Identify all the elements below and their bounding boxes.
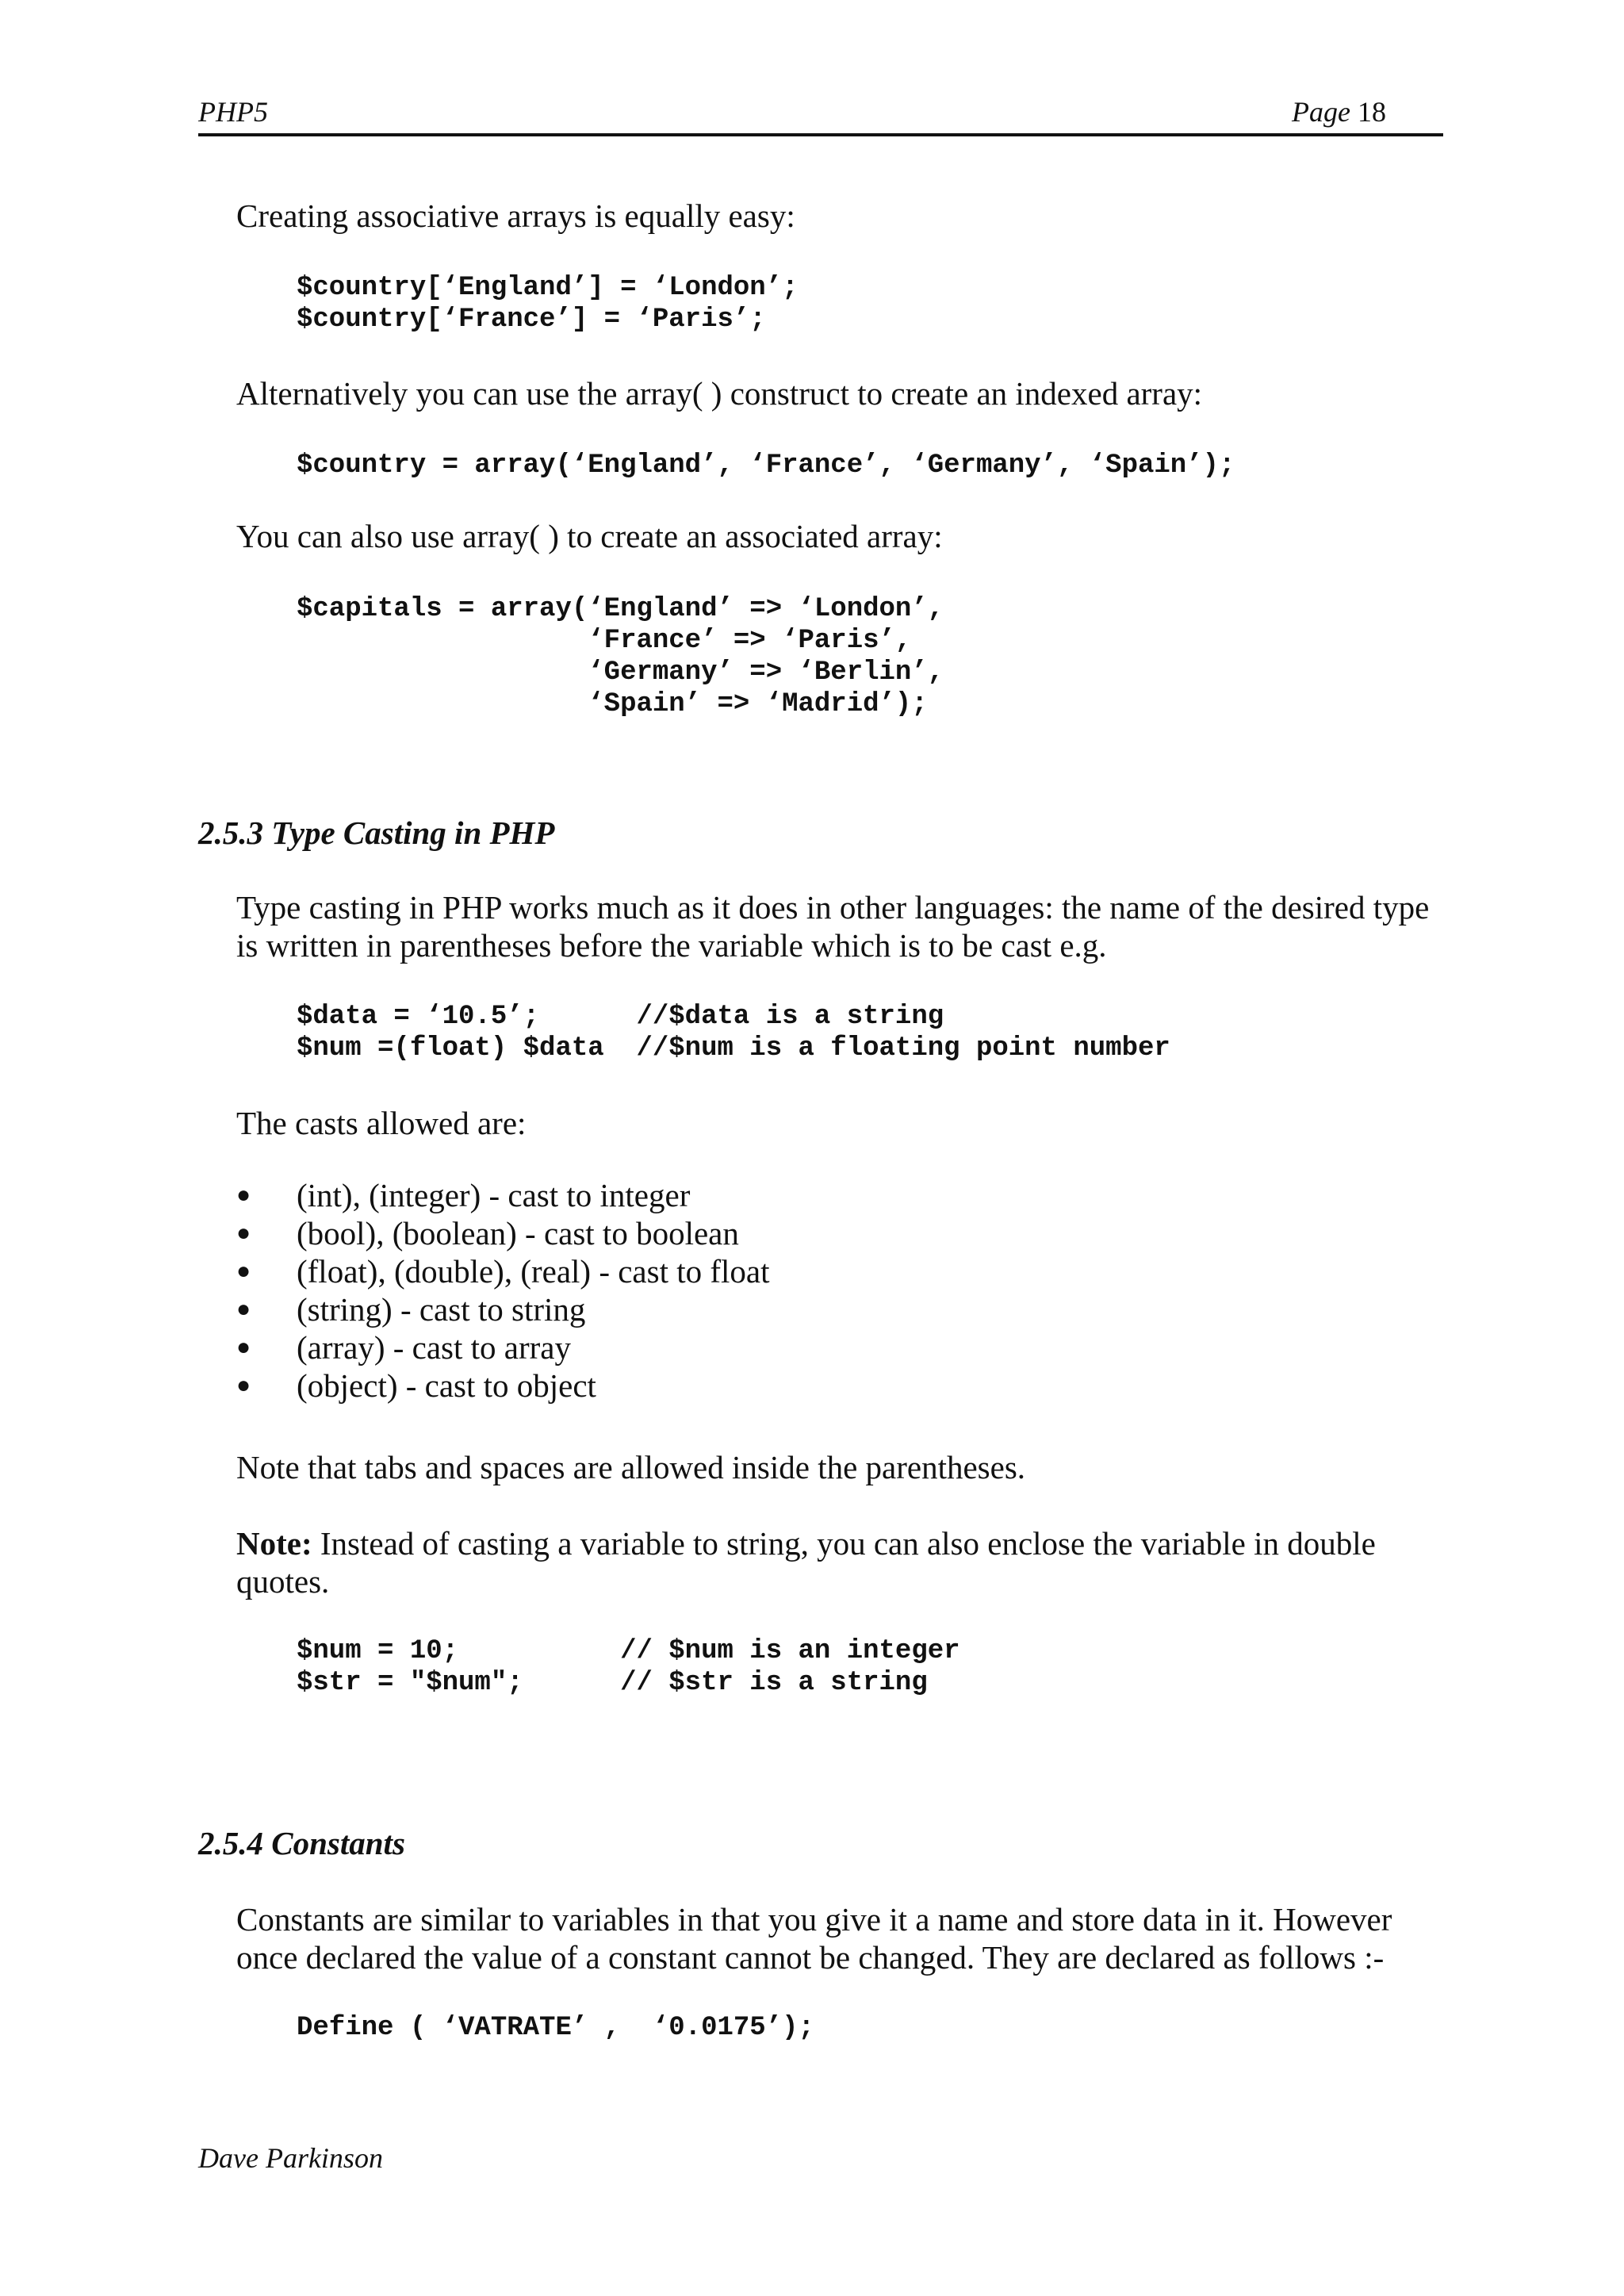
page-footer: Dave Parkinson — [198, 2142, 383, 2174]
bullet-icon: ● — [236, 1258, 251, 1284]
section-heading-constants: 2.5.4 Constants — [198, 1825, 405, 1861]
bullet-icon: ● — [236, 1334, 251, 1360]
bullet-icon: ● — [236, 1182, 251, 1208]
code-cast: $data = ‘10.5’; //$data is a string $num =(float) $data //$num is a floating point number — [297, 1002, 1170, 1064]
note-label: Note: — [236, 1525, 312, 1562]
bullet-icon: ● — [236, 1220, 251, 1246]
bullet-icon: ● — [236, 1296, 251, 1322]
header-page — [1292, 95, 1386, 128]
list-item: ● (int), (integer) - cast to integer — [236, 1177, 691, 1213]
casts-list — [236, 1176, 770, 1405]
bullet-icon: ● — [236, 1372, 251, 1398]
casts-intro-text: The casts allowed are: — [236, 1105, 527, 1141]
code-capitals: $capitals = array(‘England’ => ‘London’, ‘France’ => ‘Paris’, ‘Germany’ => ‘Berlin’, ‘Spain’ => ‘Madrid’); — [297, 594, 944, 719]
list-item: ● (float), (double), (real) - cast to float — [236, 1253, 770, 1290]
intro-indexed-text: Alternatively you can use the array( ) construct to create an indexed array: — [236, 375, 1203, 412]
list-item: ● (bool), (boolean) - cast to boolean — [236, 1215, 739, 1251]
page-header — [198, 94, 1443, 136]
code-string: $num = 10; // $num is an integer $str = "$num"; // $str is a string — [297, 1636, 960, 1698]
note-paragraph — [236, 1524, 1442, 1600]
list-item: ● (array) - cast to array — [236, 1329, 571, 1366]
code-assoc: $country[‘England’] = ‘London’; $country[‘France’] = ‘Paris’; — [297, 273, 799, 335]
list-item: ● (object) - cast to object — [236, 1367, 596, 1404]
note-text: Instead of casting a variable to string, you can also enclose the variable in double quotes. — [236, 1525, 1376, 1600]
intro-assoc2-text: You can also use array( ) to create an associated array: — [236, 518, 943, 554]
header-title: PHP5 — [198, 96, 268, 128]
intro-assoc-text: Creating associative arrays is equally easy: — [236, 197, 795, 234]
list-item: ● (string) - cast to string — [236, 1291, 586, 1328]
constants-paragraph: Constants are similar to variables in that you give it a name and store data in it. However once declared the value of a constant cannot be changed. They are declared as follows :- — [236, 1901, 1392, 1976]
code-indexed: $country = array(‘England’, ‘France’, ‘Germany’, ‘Spain’); — [297, 450, 1235, 481]
header-page-number: 18 — [1358, 96, 1386, 128]
code-define: Define ( ‘VATRATE’ , ‘0.0175’); — [297, 2013, 814, 2043]
section-heading-type-casting: 2.5.3 Type Casting in PHP — [198, 815, 555, 851]
header-page-label: Page — [1292, 96, 1350, 128]
typecast-paragraph: Type casting in PHP works much as it does in other languages: the name of the desired type is written in parentheses before the variable which is to be cast e.g. — [236, 889, 1430, 964]
tabs-note-text: Note that tabs and spaces are allowed inside the parentheses. — [236, 1449, 1026, 1485]
